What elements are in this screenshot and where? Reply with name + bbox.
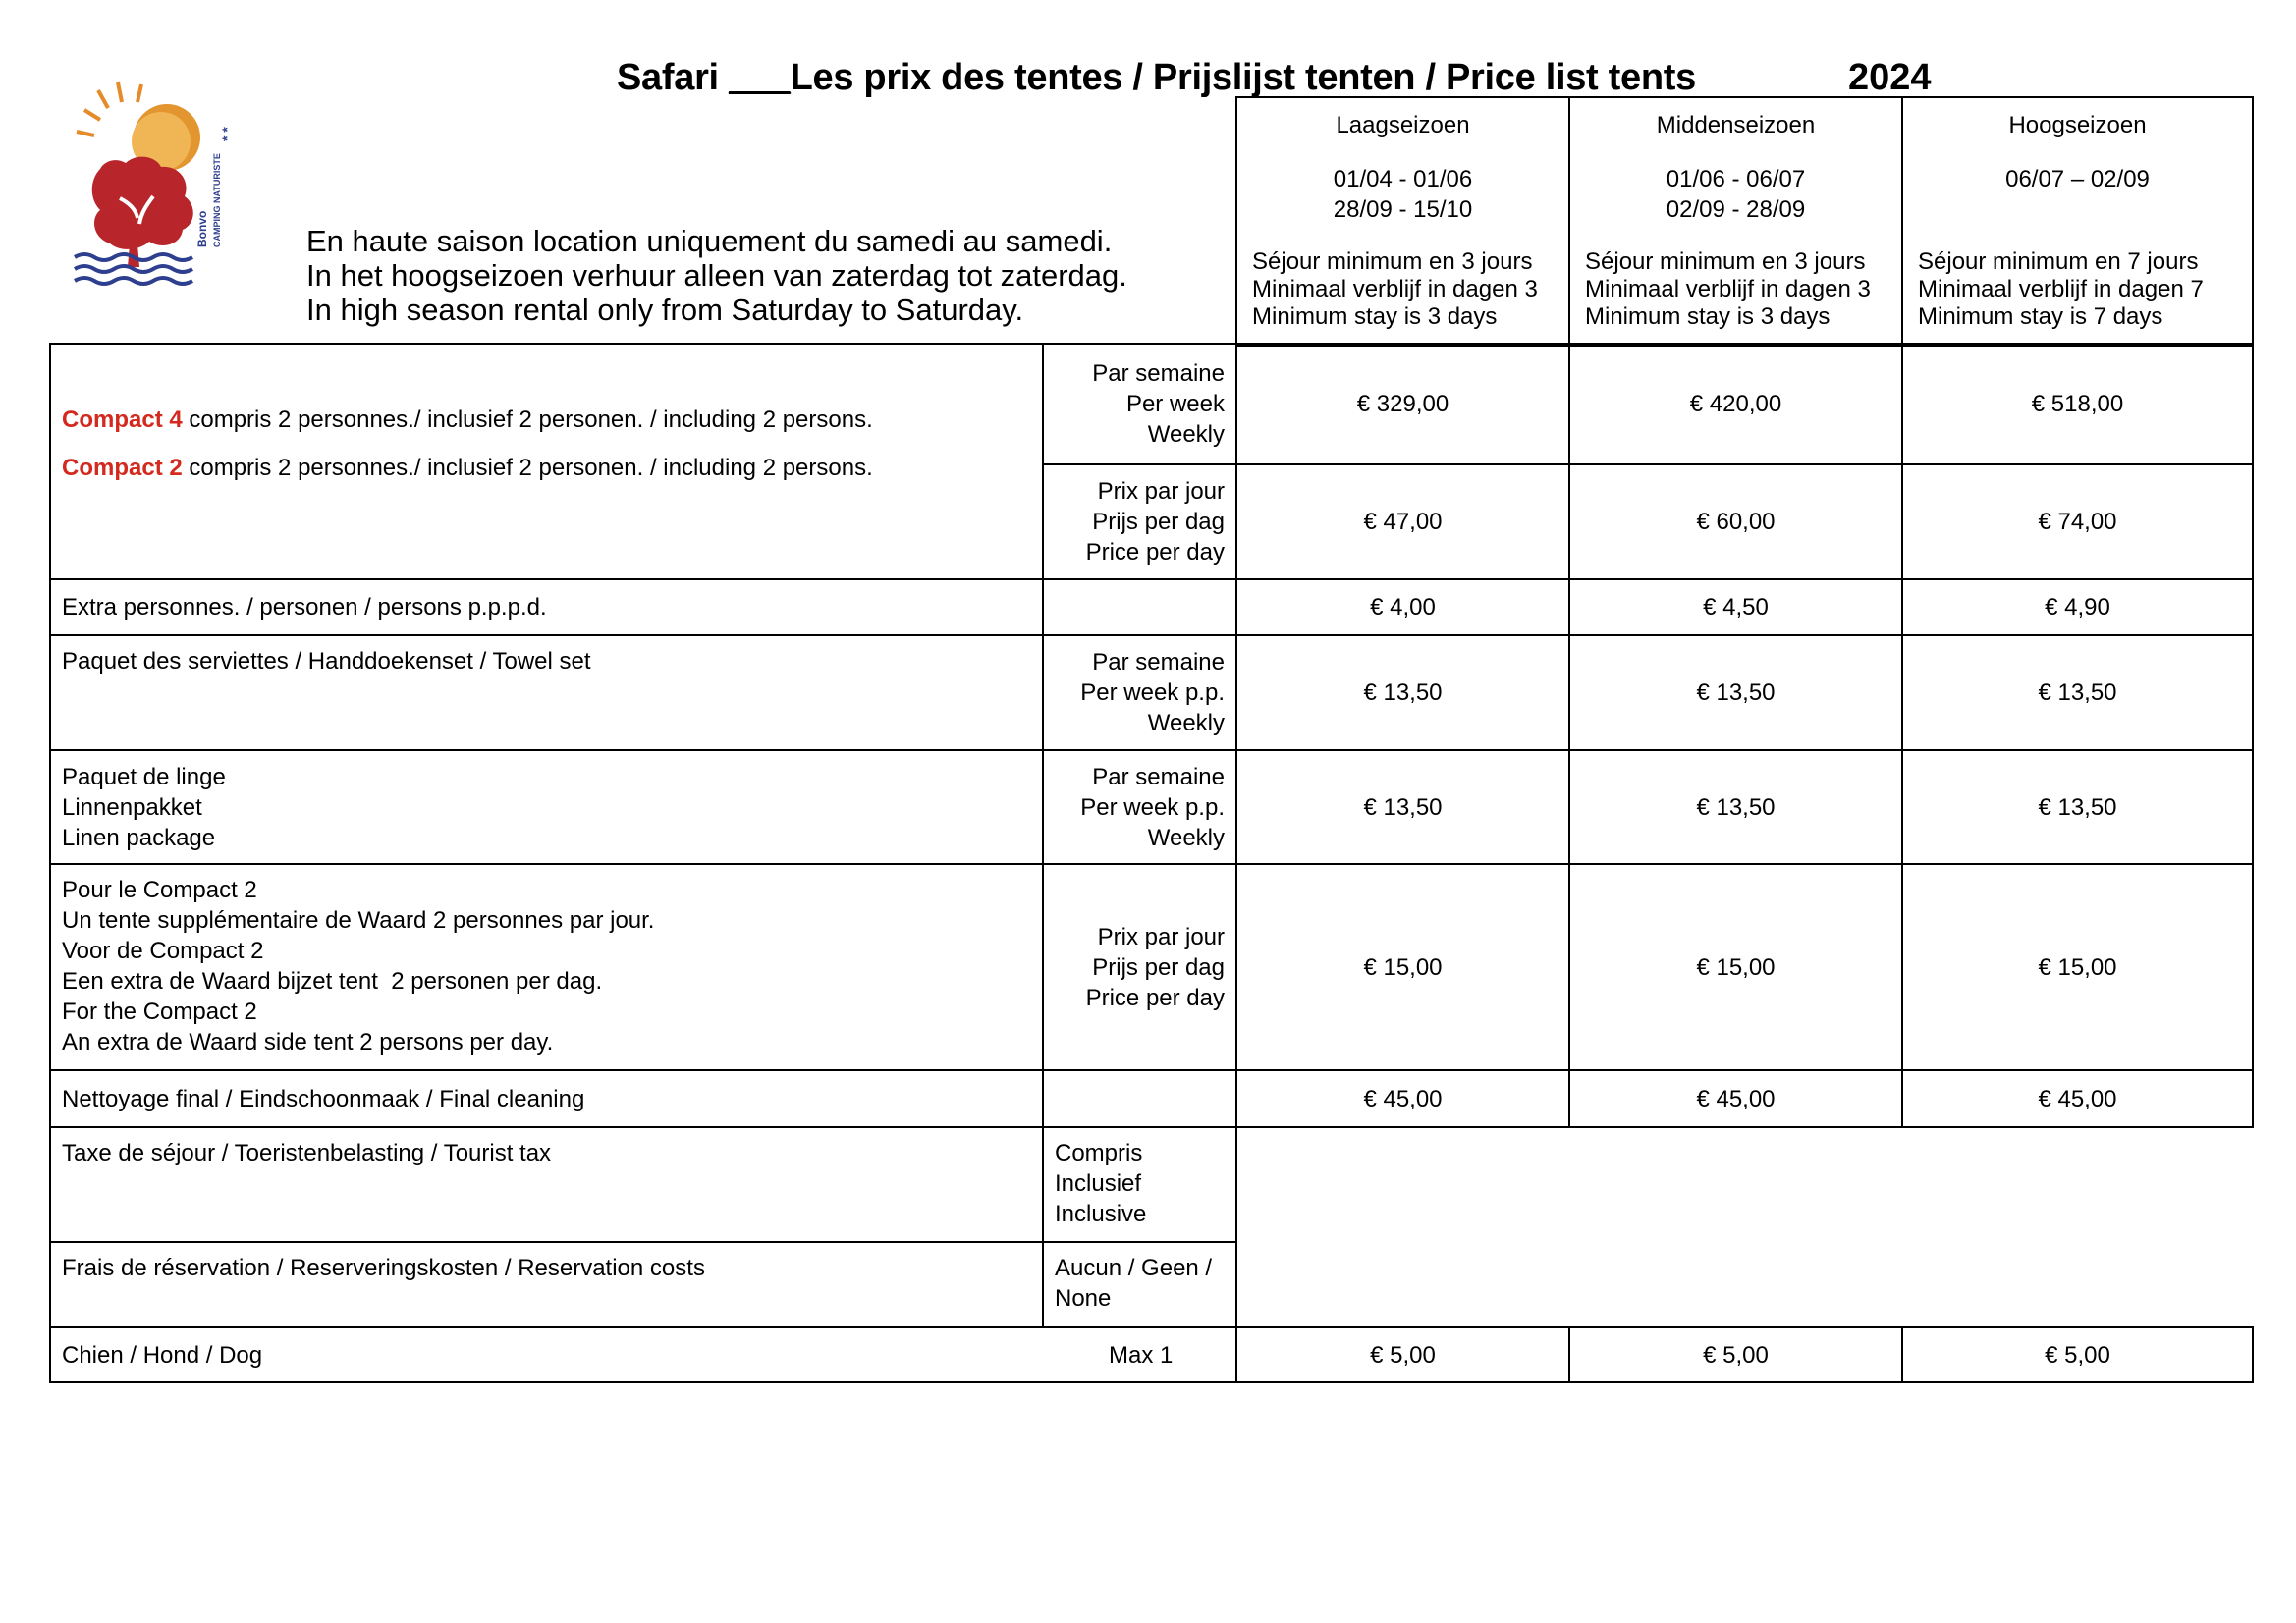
season-dates xyxy=(1914,194,2241,225)
price-cell: € 13,50 xyxy=(1569,750,1902,864)
unit-line: Aucun / Geen / xyxy=(1055,1255,1213,1281)
min-stay: Séjour minimum en 3 jours xyxy=(1252,248,1533,275)
unit-line: None xyxy=(1055,1285,1112,1312)
logo-subtitle: CAMPING NATURISTE xyxy=(212,153,222,247)
label-line: Paquet de linge xyxy=(62,763,226,790)
row-label: Frais de réservation / Reserveringskosten / Reservation costs xyxy=(50,1242,1043,1327)
min-stay: Minimaal verblijf in dagen 7 xyxy=(1918,276,2204,302)
price-cell: € 5,00 xyxy=(1902,1327,2253,1382)
row-label xyxy=(50,864,1043,1070)
price-cell: € 74,00 xyxy=(1902,464,2253,579)
unit-line: Prijs per dag xyxy=(1092,953,1225,981)
label-line: Pour le Compact 2 xyxy=(62,877,257,903)
unit-cell xyxy=(1043,1070,1236,1127)
logo-icon xyxy=(71,81,238,287)
unit-cell xyxy=(1043,864,1236,1070)
unit-line: Per week p.p. xyxy=(1080,793,1225,821)
price-cell: € 15,00 xyxy=(1236,864,1569,1070)
price-cell: € 329,00 xyxy=(1236,344,1569,464)
row-label xyxy=(50,750,1043,864)
season-name: Laagseizoen xyxy=(1336,112,1470,138)
compact2-name: Compact 2 xyxy=(62,455,183,481)
dog-max: Max 1 xyxy=(1109,1341,1174,1369)
price-cell: € 5,00 xyxy=(1569,1327,1902,1382)
price-cell: € 13,50 xyxy=(1569,635,1902,750)
label-line: Een extra de Waard bijzet tent 2 personen per dag. xyxy=(62,968,603,995)
unit-line: Compris xyxy=(1055,1140,1143,1166)
row-label: Taxe de séjour / Toeristenbelasting / Tourist tax xyxy=(50,1127,1043,1242)
price-cell: € 4,50 xyxy=(1569,579,1902,635)
season-dates: 02/09 - 28/09 xyxy=(1666,196,1806,223)
min-stay: Minimum stay is 3 days xyxy=(1252,303,1498,330)
price-cell: € 4,90 xyxy=(1902,579,2253,635)
price-cell: € 15,00 xyxy=(1569,864,1902,1070)
row-label: Paquet des serviettes / Handdoekenset / Towel set xyxy=(50,635,1043,750)
price-cell: € 60,00 xyxy=(1569,464,1902,579)
title-main: Les prix des tentes / Prijslijst tenten / Price list tents xyxy=(790,57,1696,98)
unit-cell xyxy=(1043,579,1236,635)
unit-line: Par semaine xyxy=(1092,649,1225,676)
price-cell: € 47,00 xyxy=(1236,464,1569,579)
price-cell: € 15,00 xyxy=(1902,864,2253,1070)
price-cell: € 13,50 xyxy=(1236,635,1569,750)
season-dates: 01/04 - 01/06 xyxy=(1333,166,1473,192)
price-cell: € 45,00 xyxy=(1902,1070,2253,1127)
camping-logo xyxy=(71,81,238,287)
season-dates: 01/06 - 06/07 xyxy=(1666,166,1806,192)
table-row xyxy=(50,344,2253,464)
year: 2024 xyxy=(1848,57,1932,98)
logo-stars: * * xyxy=(219,127,235,141)
label-line: Un tente supplémentaire de Waard 2 personnes par jour. xyxy=(62,907,655,934)
row-label: Chien / Hond / Dog xyxy=(62,1341,263,1369)
unit-line: Prix par jour xyxy=(1097,923,1225,950)
table-row xyxy=(50,1327,2253,1382)
price-cell: € 420,00 xyxy=(1569,344,1902,464)
unit-cell xyxy=(1043,1242,1236,1327)
min-stay: Minimum stay is 3 days xyxy=(1585,303,1831,330)
min-stay: Séjour minimum en 3 jours xyxy=(1585,248,1866,275)
label-line: An extra de Waard side tent 2 persons per day. xyxy=(62,1029,554,1055)
price-cell: € 45,00 xyxy=(1569,1070,1902,1127)
table-row xyxy=(50,750,2253,864)
unit-cell xyxy=(1043,1127,1236,1242)
title-blank: ___ xyxy=(729,57,791,98)
compact4-name: Compact 4 xyxy=(62,406,183,433)
label-line: For the Compact 2 xyxy=(62,999,257,1025)
intro-line-nl: In het hoogseizoen verhuur alleen van zaterdag tot zaterdag. xyxy=(306,258,1127,293)
season-header xyxy=(1235,96,2254,347)
unit-line: Price per day xyxy=(1085,539,1225,566)
min-stay: Minimaal verblijf in dagen 3 xyxy=(1585,276,1871,302)
row-label: Extra personnes. / personen / persons p.p.p.d. xyxy=(50,579,1043,635)
unit-line: Weekly xyxy=(1147,710,1225,736)
unit-line: Prijs per dag xyxy=(1092,509,1225,535)
table-row xyxy=(50,579,2253,635)
unit-line: Inclusief xyxy=(1055,1170,1142,1197)
price-cell: € 4,00 xyxy=(1236,579,1569,635)
title-prefix: Safari xyxy=(617,57,730,98)
empty-area xyxy=(1236,1127,2253,1327)
price-cell: € 13,50 xyxy=(1236,750,1569,864)
unit-cell xyxy=(1043,750,1236,864)
unit-line: Par semaine xyxy=(1092,360,1225,387)
intro-text xyxy=(306,224,1127,327)
season-mid xyxy=(1569,97,1902,346)
price-cell: € 518,00 xyxy=(1902,344,2253,464)
price-cell: € 13,50 xyxy=(1902,635,2253,750)
season-dates: 28/09 - 15/10 xyxy=(1333,196,1473,223)
compact2-text: compris 2 personnes./ inclusief 2 personen. / including 2 persons. xyxy=(182,455,873,481)
label-line: Linnenpakket xyxy=(62,793,202,821)
dog-label-cell xyxy=(50,1327,1236,1382)
unit-line: Price per day xyxy=(1085,984,1225,1011)
unit-cell xyxy=(1043,344,1236,464)
compact-label xyxy=(50,344,1043,579)
unit-line: Par semaine xyxy=(1092,763,1225,790)
season-name: Middenseizoen xyxy=(1656,112,1816,138)
page-title xyxy=(617,57,1696,99)
table-row xyxy=(50,635,2253,750)
label-line: Linen package xyxy=(62,824,216,851)
intro-line-en: In high season rental only from Saturday to Saturday. xyxy=(306,293,1024,327)
min-stay: Séjour minimum en 7 jours xyxy=(1918,248,2199,275)
season-name: Hoogseizoen xyxy=(2008,112,2147,138)
price-cell: € 45,00 xyxy=(1236,1070,1569,1127)
unit-line: Per week p.p. xyxy=(1080,679,1225,706)
unit-line: Per week xyxy=(1125,391,1225,417)
table-row xyxy=(50,1127,2253,1242)
unit-line: Weekly xyxy=(1147,824,1225,851)
unit-cell xyxy=(1043,464,1236,579)
logo-name: Bonvo xyxy=(195,210,209,247)
min-stay: Minimaal verblijf in dagen 3 xyxy=(1252,276,1538,302)
unit-cell xyxy=(1043,635,1236,750)
unit-line: Inclusive xyxy=(1055,1201,1147,1227)
table-row xyxy=(50,1070,2253,1127)
unit-line: Weekly xyxy=(1147,421,1225,448)
season-dates: 06/07 – 02/09 xyxy=(2005,166,2150,192)
row-label: Nettoyage final / Eindschoonmaak / Final cleaning xyxy=(50,1070,1043,1127)
min-stay: Minimum stay is 7 days xyxy=(1918,303,2163,330)
label-line: Voor de Compact 2 xyxy=(62,938,264,964)
price-cell: € 13,50 xyxy=(1902,750,2253,864)
compact4-text: compris 2 personnes./ inclusief 2 personen. / including 2 persons. xyxy=(182,406,873,433)
season-high xyxy=(1902,97,2253,346)
season-low xyxy=(1236,97,1569,346)
intro-line-fr: En haute saison location uniquement du samedi au samedi. xyxy=(306,224,1113,258)
table-row xyxy=(50,864,2253,1070)
price-cell: € 5,00 xyxy=(1236,1327,1569,1382)
unit-line: Prix par jour xyxy=(1097,478,1225,505)
price-table xyxy=(49,343,2254,1383)
